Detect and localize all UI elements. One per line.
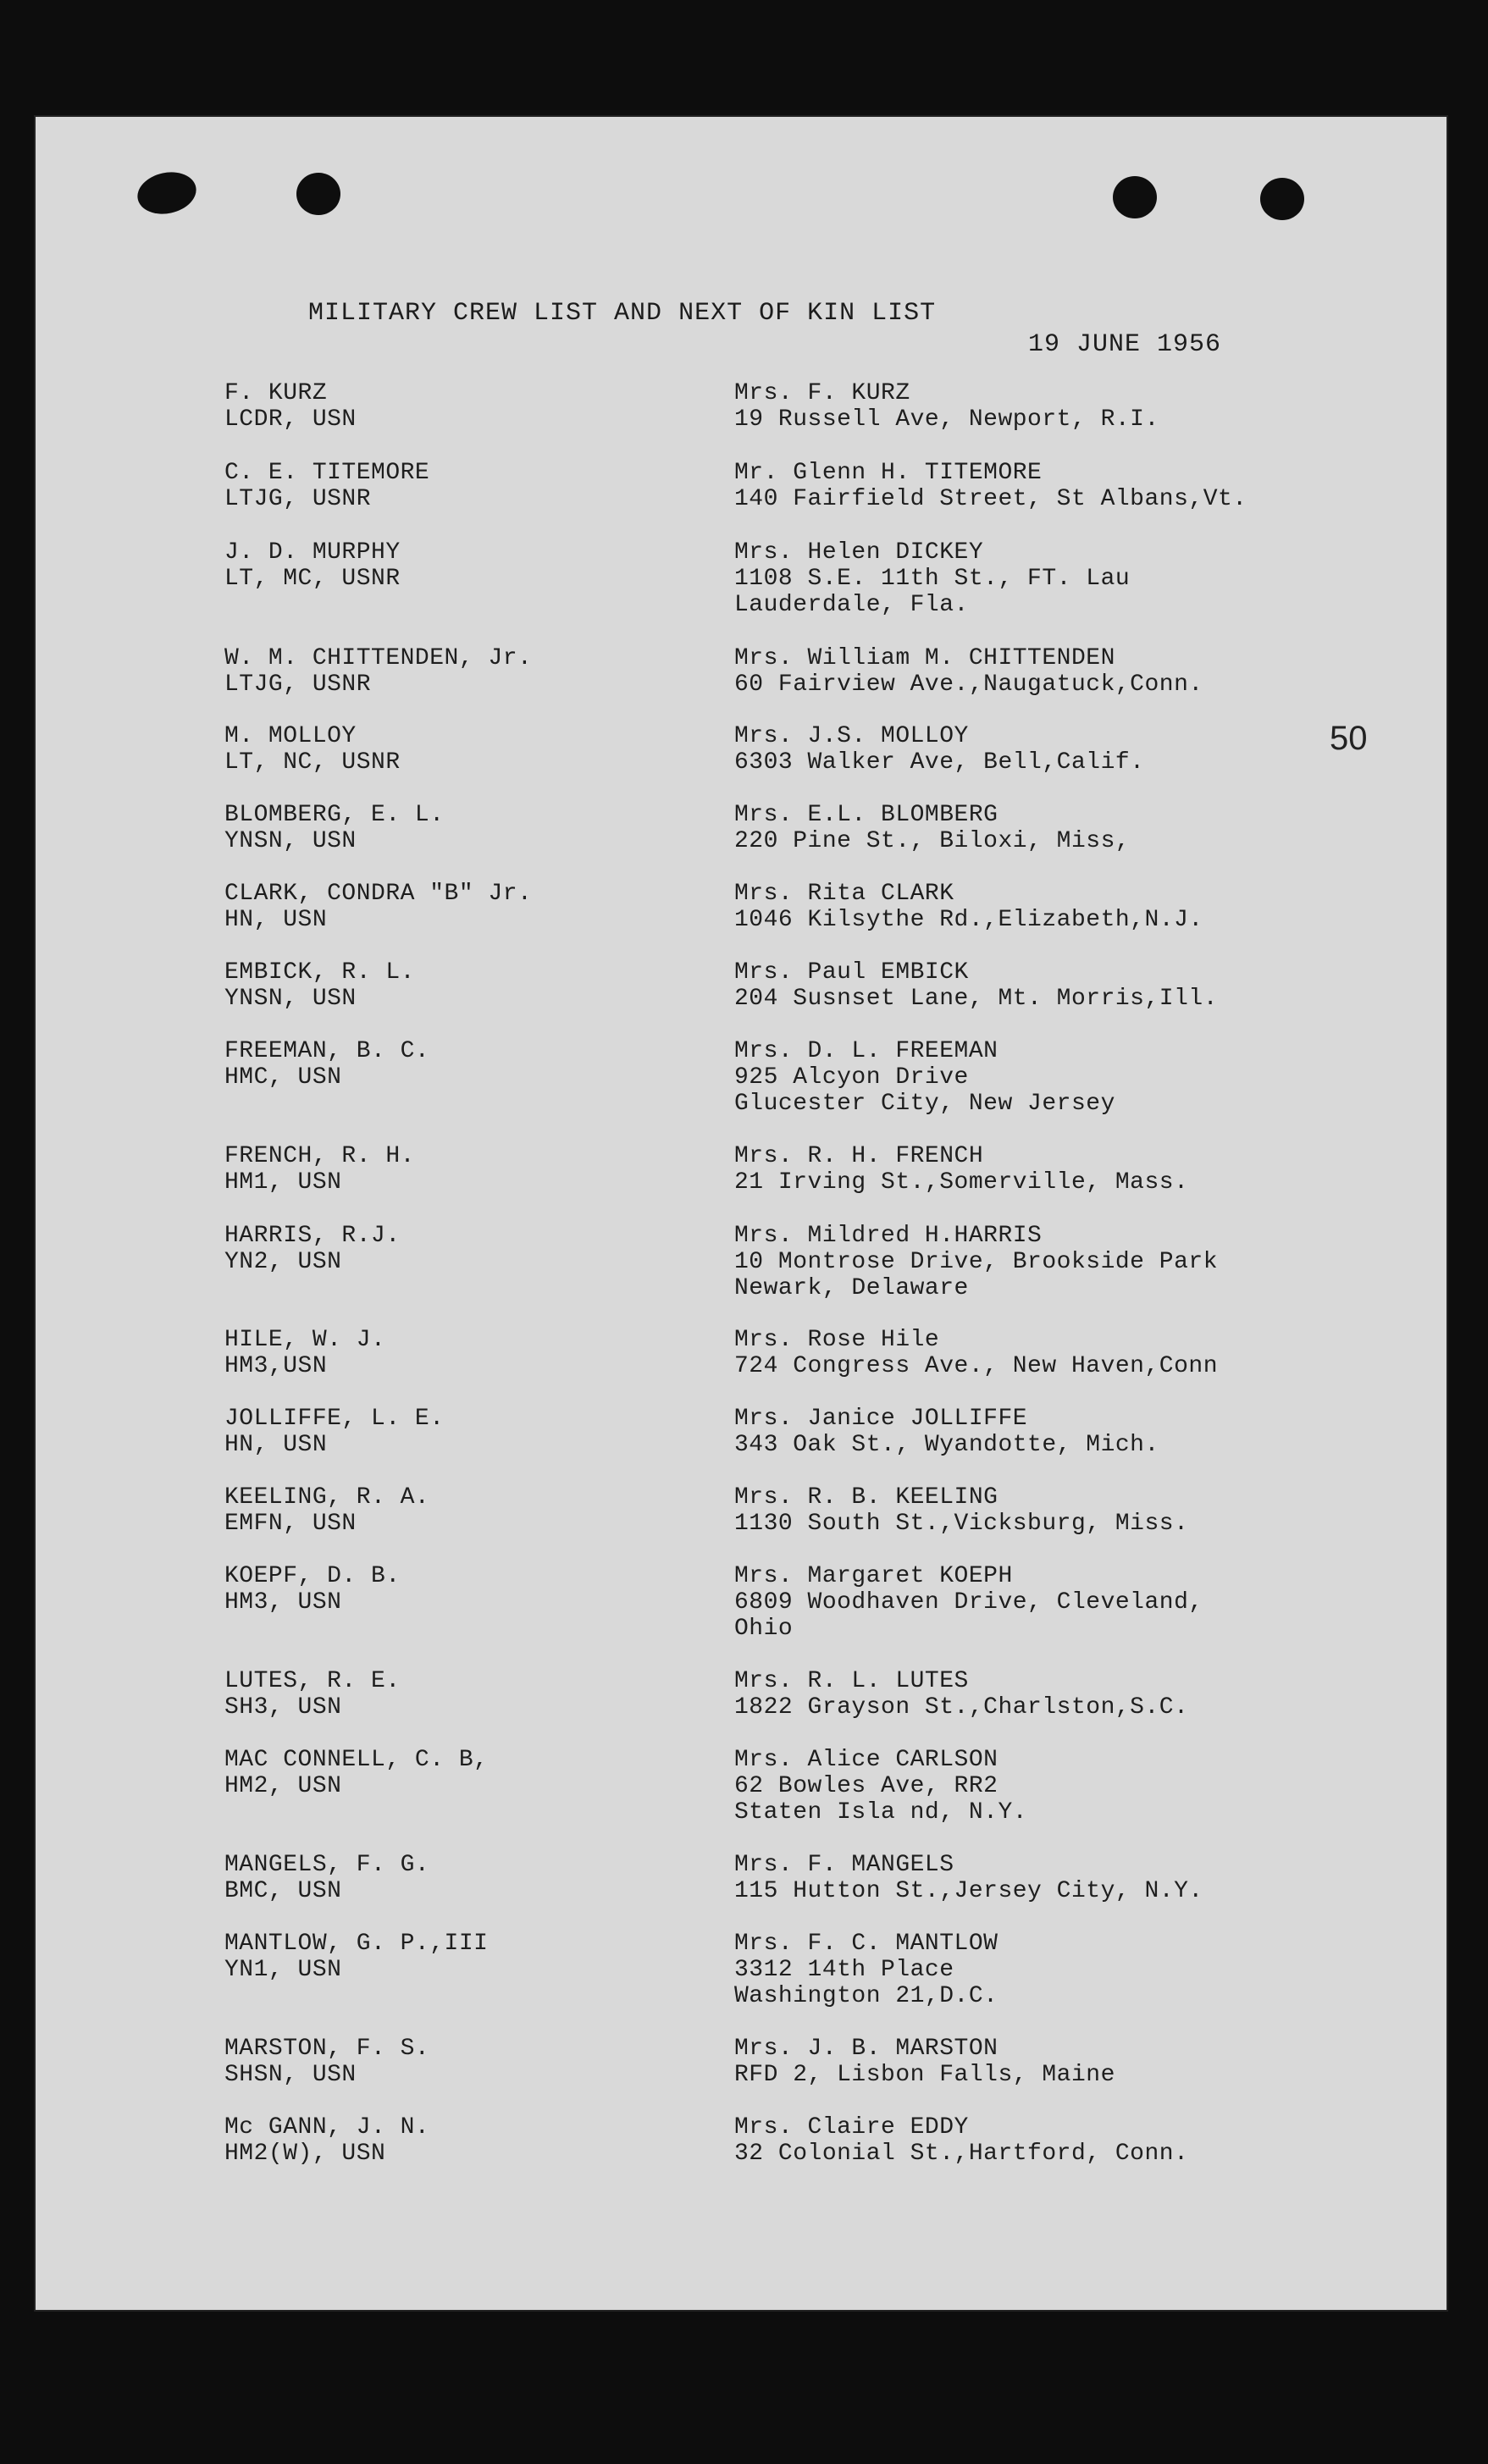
kin-line: Glucester City, New Jersey [734, 1091, 1115, 1117]
kin-line: 6303 Walker Ave, Bell,Calif. [734, 749, 1145, 776]
kin-line: Mrs. R. L. LUTES [734, 1668, 969, 1694]
kin-line: 62 Bowles Ave, RR2 [734, 1773, 998, 1799]
kin-line: 10 Montrose Drive, Brookside Park [734, 1249, 1218, 1275]
crew-rank: HM3, USN [224, 1589, 342, 1616]
kin-line: 925 Alcyon Drive [734, 1064, 969, 1091]
crew-rank: LTJG, USNR [224, 486, 372, 512]
crew-rank: HN, USN [224, 907, 328, 933]
kin-line: Mrs. Rita CLARK [734, 881, 954, 907]
kin-line: 32 Colonial St.,Hartford, Conn. [734, 2141, 1189, 2167]
crew-rank: BMC, USN [224, 1878, 342, 1904]
crew-rank: LT, MC, USNR [224, 566, 401, 592]
crew-rank: LT, NC, USNR [224, 749, 401, 776]
kin-line: Washington 21,D.C. [734, 1983, 998, 2009]
kin-line: Mrs. Rose Hile [734, 1327, 940, 1353]
crew-rank: HM1, USN [224, 1169, 342, 1196]
crew-rank: YNSN, USN [224, 828, 357, 854]
punch-hole [134, 167, 200, 219]
kin-line: Mrs. D. L. FREEMAN [734, 1038, 998, 1064]
crew-name: BLOMBERG, E. L. [224, 802, 445, 828]
kin-line: Newark, Delaware [734, 1275, 969, 1301]
document-title: MILITARY CREW LIST AND NEXT OF KIN LIST [308, 299, 937, 328]
kin-line: RFD 2, Lisbon Falls, Maine [734, 2062, 1115, 2088]
kin-line: Mrs. Claire EDDY [734, 2114, 969, 2141]
kin-line: Mrs. Mildred H.HARRIS [734, 1223, 1043, 1249]
crew-name: FRENCH, R. H. [224, 1143, 415, 1169]
kin-line: Mrs. R. H. FRENCH [734, 1143, 984, 1169]
crew-name: W. M. CHITTENDEN, Jr. [224, 645, 533, 671]
crew-name: HILE, W. J. [224, 1327, 386, 1353]
kin-line: 220 Pine St., Biloxi, Miss, [734, 828, 1131, 854]
crew-name: HARRIS, R.J. [224, 1223, 401, 1249]
kin-line: Mrs. E.L. BLOMBERG [734, 802, 998, 828]
crew-name: MAC CONNELL, C. B, [224, 1747, 489, 1773]
kin-line: 724 Congress Ave., New Haven,Conn [734, 1353, 1218, 1379]
kin-line: Mrs. F. KURZ [734, 380, 910, 406]
crew-name: KEELING, R. A. [224, 1484, 430, 1511]
crew-rank: LCDR, USN [224, 406, 357, 433]
kin-line: 6809 Woodhaven Drive, Cleveland, [734, 1589, 1203, 1616]
kin-line: Mrs. R. B. KEELING [734, 1484, 998, 1511]
kin-line: Staten Isla nd, N.Y. [734, 1799, 1028, 1826]
crew-name: LUTES, R. E. [224, 1668, 401, 1694]
kin-line: 1108 S.E. 11th St., FT. Lau [734, 566, 1131, 592]
kin-line: 343 Oak St., Wyandotte, Mich. [734, 1432, 1159, 1458]
crew-name: J. D. MURPHY [224, 539, 401, 566]
kin-line: Mrs. F. C. MANTLOW [734, 1931, 998, 1957]
crew-rank: LTJG, USNR [224, 671, 372, 698]
kin-line: 1130 South St.,Vicksburg, Miss. [734, 1511, 1189, 1537]
crew-name: M. MOLLOY [224, 723, 357, 749]
crew-name: FREEMAN, B. C. [224, 1038, 430, 1064]
punch-hole [1113, 176, 1157, 218]
kin-line: Ohio [734, 1616, 794, 1642]
kin-line: Mrs. J. B. MARSTON [734, 2036, 998, 2062]
crew-name: MANGELS, F. G. [224, 1852, 430, 1878]
crew-rank: HM2, USN [224, 1773, 342, 1799]
kin-line: Mrs. Alice CARLSON [734, 1747, 998, 1773]
document-sheet [36, 117, 1447, 2310]
crew-name: JOLLIFFE, L. E. [224, 1406, 445, 1432]
kin-line: 140 Fairfield Street, St Albans,Vt. [734, 486, 1247, 512]
crew-rank: SHSN, USN [224, 2062, 357, 2088]
crew-rank: YN2, USN [224, 1249, 342, 1275]
crew-rank: HN, USN [224, 1432, 328, 1458]
kin-line: Mr. Glenn H. TITEMORE [734, 460, 1043, 486]
kin-line: 21 Irving St.,Somerville, Mass. [734, 1169, 1189, 1196]
crew-name: EMBICK, R. L. [224, 959, 415, 986]
crew-name: MANTLOW, G. P.,III [224, 1931, 489, 1957]
crew-name: Mc GANN, J. N. [224, 2114, 430, 2141]
kin-line: Mrs. William M. CHITTENDEN [734, 645, 1115, 671]
crew-rank: SH3, USN [224, 1694, 342, 1721]
kin-line: 1822 Grayson St.,Charlston,S.C. [734, 1694, 1189, 1721]
kin-line: Mrs. F. MANGELS [734, 1852, 954, 1878]
kin-line: Mrs. Helen DICKEY [734, 539, 984, 566]
kin-line: 1046 Kilsythe Rd.,Elizabeth,N.J. [734, 907, 1203, 933]
crew-name: CLARK, CONDRA "B" Jr. [224, 881, 533, 907]
crew-rank: HM2(W), USN [224, 2141, 386, 2167]
crew-name: F. KURZ [224, 380, 328, 406]
document-date: 19 JUNE 1956 [1028, 330, 1222, 359]
kin-line: Mrs. J.S. MOLLOY [734, 723, 969, 749]
kin-line: 115 Hutton St.,Jersey City, N.Y. [734, 1878, 1203, 1904]
crew-rank: EMFN, USN [224, 1511, 357, 1537]
punch-hole [1260, 178, 1304, 220]
page-number: 50 [1330, 720, 1368, 757]
kin-line: Mrs. Paul EMBICK [734, 959, 969, 986]
crew-name: MARSTON, F. S. [224, 2036, 430, 2062]
crew-rank: HMC, USN [224, 1064, 342, 1091]
crew-rank: HM3,USN [224, 1353, 328, 1379]
kin-line: 3312 14th Place [734, 1957, 954, 1983]
punch-hole [296, 173, 340, 215]
crew-rank: YNSN, USN [224, 986, 357, 1012]
kin-line: 19 Russell Ave, Newport, R.I. [734, 406, 1159, 433]
kin-line: Mrs. Margaret KOEPH [734, 1563, 1013, 1589]
crew-rank: YN1, USN [224, 1957, 342, 1983]
crew-name: KOEPF, D. B. [224, 1563, 401, 1589]
kin-line: Lauderdale, Fla. [734, 592, 969, 618]
crew-name: C. E. TITEMORE [224, 460, 430, 486]
kin-line: 60 Fairview Ave.,Naugatuck,Conn. [734, 671, 1203, 698]
kin-line: Mrs. Janice JOLLIFFE [734, 1406, 1028, 1432]
kin-line: 204 Susnset Lane, Mt. Morris,Ill. [734, 986, 1218, 1012]
